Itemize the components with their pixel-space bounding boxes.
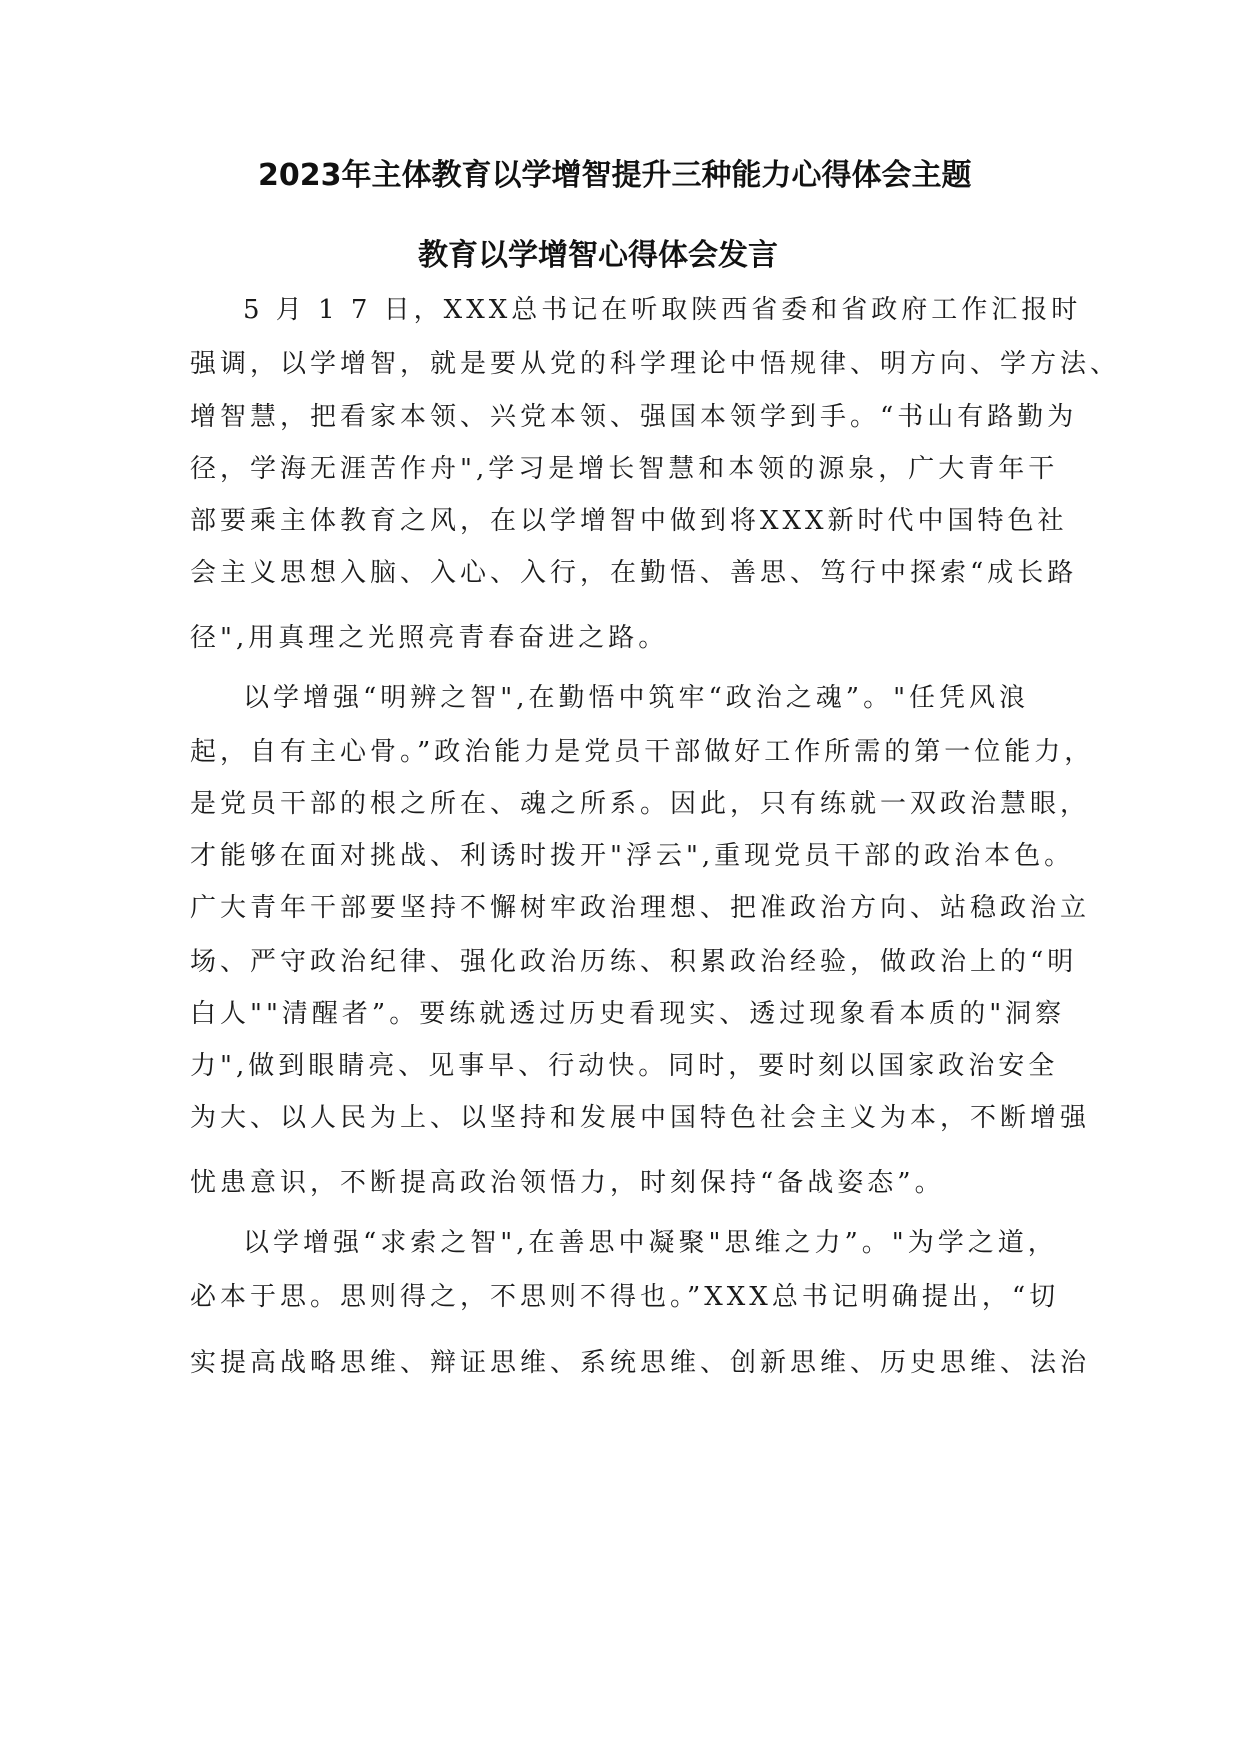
body-line: 部要乘主体教育之风，在以学增智中做到将XXX新时代中国特色社	[190, 506, 1068, 536]
document-title-line-2: 教育以学增智心得体会发言	[418, 238, 778, 273]
body-line: 起，自有主心骨。”政治能力是党员干部做好工作所需的第一位能力，	[190, 737, 1095, 767]
body-line: 以学增强“求索之智",在善思中凝聚"思维之力”。"为学之道，	[243, 1228, 1058, 1258]
body-line: 为大、以人民为上、以坚持和发展中国特色社会主义为本，不断增强	[190, 1103, 1091, 1133]
body-line: 广大青年干部要坚持不懈树牢政治理想、把准政治方向、站稳政治立	[190, 893, 1091, 923]
body-line: 白人""清醒者”。要练就透过历史看现实、透过现象看本质的"洞察	[190, 999, 1066, 1029]
body-line: 才能够在面对挑战、利诱时拨开"浮云",重现党员干部的政治本色。	[190, 841, 1075, 871]
body-line: 实提高战略思维、辩证思维、系统思维、创新思维、历史思维、法治	[190, 1348, 1091, 1378]
body-line: 是党员干部的根之所在、魂之所系。因此，只有练就一双政治慧眼，	[190, 789, 1091, 819]
document-title-line-1: 2023年主体教育以学增智提升三种能力心得体会主题	[258, 158, 972, 193]
body-line: 以学增强“明辨之智",在勤悟中筑牢“政治之魂”。"任凭风浪	[243, 683, 1030, 713]
body-line: 会主义思想入脑、入心、入行，在勤悟、善思、笃行中探索“成长路	[190, 558, 1078, 588]
body-line: 必本于思。思则得之，不思则不得也。”XXX总书记明确提出，“切	[190, 1282, 1060, 1312]
body-line: 径，学海无涯苦作舟",学习是增长智慧和本领的源泉，广大青年干	[190, 454, 1059, 484]
body-line: 力",做到眼睛亮、见事早、行动快。同时，要时刻以国家政治安全	[190, 1051, 1059, 1081]
body-line: 场、严守政治纪律、强化政治历练、积累政治经验，做政治上的“明	[190, 947, 1078, 977]
body-line: 径",用真理之光照亮青春奋进之路。	[190, 623, 669, 653]
body-line: 强调，以学增智，就是要从党的科学理论中悟规律、明方向、学方法、	[190, 349, 1121, 379]
body-line: 5 月 1 7 日，XXX总书记在听取陕西省委和省政府工作汇报时	[243, 295, 1082, 325]
body-line: 增智慧，把看家本领、兴党本领、强国本领学到手。“书山有路勤为	[190, 402, 1078, 432]
body-line: 忧患意识，不断提高政治领悟力，时刻保持“备战姿态”。	[190, 1168, 945, 1198]
